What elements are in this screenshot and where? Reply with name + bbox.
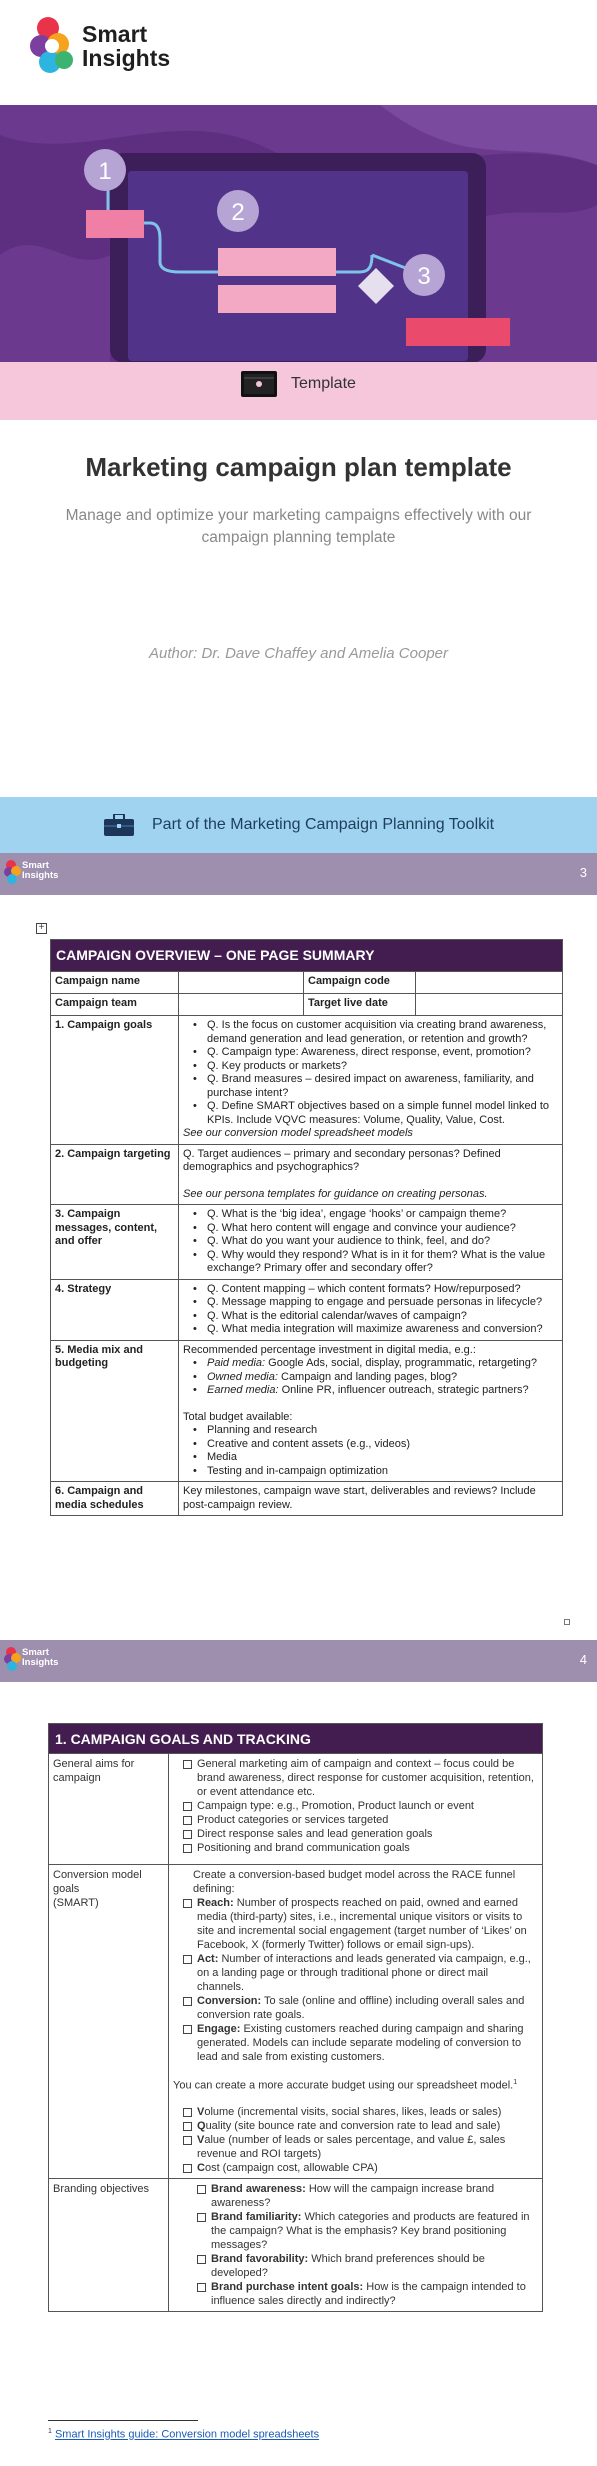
footnote-link[interactable]: Smart Insights guide: Conversion model spreadsheets [54,2428,320,2441]
campaign-name-field[interactable] [179,972,304,994]
campaign-team-label: Campaign team [51,994,179,1016]
header-logo-icon [4,859,22,885]
row-label: 4. Strategy [51,1279,179,1340]
campaign-code-label: Campaign code [304,972,416,994]
step-1-label: 1 [98,158,112,185]
template-label: Template [291,375,356,392]
checkbox-item[interactable]: Brand purchase intent goals: How is the campaign intended to influence sales directly and indirectly? [197,2280,538,2308]
table-resize-handle[interactable] [564,1619,570,1625]
document-title: Marketing campaign plan template [85,452,512,482]
campaign-code-field[interactable] [416,972,563,994]
list-item: • Q. What is the editorial calendar/waves of campaign? [193,1310,558,1324]
list-item: • Earned media: Online PR, influencer outreach, strategic partners? [193,1384,558,1398]
list-item: • Q. Key products or markets? [193,1060,558,1074]
list-item: • Q. Define SMART objectives based on a simple funnel model linked to KPIs. Include VQVC measures: Volume, Quality, Value, Cost. [193,1100,558,1127]
campaign-messages-cell [179,1205,563,1280]
header-logo-icon [4,1646,22,1672]
header-logo: Smart Insights [4,1646,68,1676]
spreadsheet-note: You can create a more accurate budget using our spreadsheet model.$^1$ [173,2079,518,2092]
list-item: • Q. Campaign type: Awareness, direct response, event, promotion? [193,1046,558,1060]
list-item: • Owned media: Campaign and landing pages, blog? [193,1371,558,1385]
checkbox-item[interactable]: Product categories or services targeted [183,1813,538,1827]
checkbox-item[interactable]: Conversion: To sale (online and offline) including overall sales and conversion rate goals. [183,1994,538,2022]
checkbox-item[interactable]: Engage: Existing customers reached during campaign and sharing generated. Models can include separate modeling of conversion to lead and sale from existing customers. [183,2022,538,2064]
checkbox-item[interactable]: Quality (site bounce rate and conversion rate to lead and sale) [183,2119,538,2133]
step-3-label: 3 [417,263,431,290]
header-logo: Smart Insights [4,859,68,889]
target-live-date-label: Target live date [304,994,416,1016]
strategy-cell [179,1279,563,1340]
campaign-team-field[interactable] [179,994,304,1016]
checkbox-item[interactable]: Direct response sales and lead generation goals [183,1827,538,1841]
row-label: 2. Campaign targeting [51,1144,179,1205]
footnote: $^1$ Smart Insights guide: Conversion model spreadsheets [48,2428,320,2441]
template-icon [241,371,277,397]
list-item: • Q. Message mapping to engage and persuade personas in lifecycle? [193,1296,558,1310]
hero-illustration [0,105,597,362]
checkbox-item[interactable]: Brand familiarity: Which categories and products are featured in the campaign? What is the emphasis? Key brand positioning messages? [197,2210,538,2252]
checkbox-item[interactable]: Cost (campaign cost, allowable CPA) [183,2161,538,2175]
checkbox-item[interactable]: General marketing aim of campaign and context – focus could be brand awareness, direct response for customer acquisition, retention, or event attendance etc. [183,1757,538,1799]
campaign-overview-table [50,939,563,1516]
list-item: • Creative and content assets (e.g., videos) [193,1438,558,1452]
page-number: 4 [579,1652,587,1667]
document-author: Author: Dr. Dave Chaffey and Amelia Cooper [148,645,449,662]
list-item: • Q. What hero content will engage and convince your audience? [193,1222,558,1236]
list-item: • Q. What is the ‘big idea’, engage ‘hooks’ or campaign theme? [193,1208,558,1222]
row-label: 6. Campaign and media schedules [51,1482,179,1516]
table-title: CAMPAIGN OVERVIEW – ONE PAGE SUMMARY [51,940,563,972]
note: See our conversion model spreadsheet models [183,1127,413,1139]
row-text: Total budget available: [183,1410,293,1423]
list-item: • Q. What do you want your audience to think, feel, and do? [193,1235,558,1249]
row-label: 3. Campaign messages, content, and offer [51,1205,179,1280]
note: See our persona templates for guidance on creating personas. [183,1187,488,1200]
checkbox-item[interactable]: Positioning and brand communication goals [183,1841,538,1855]
list-item: • Q. Why would they respond? What is in it for them? What is the value exchange? Primary offer and secondary offer? [193,1249,558,1276]
branding-objectives-cell [169,2178,543,2311]
campaign-goals-cell [179,1016,563,1145]
checkbox-item[interactable]: Campaign type: e.g., Promotion, Product launch or event [183,1799,538,1813]
checkbox-item[interactable]: Reach: Number of prospects reached on paid, owned and earned media (third-party) sites, i.e., incremental unique visitors or visits to site and incremental social engagement (target number of ‘Likes’ on Facebook, X (formerly Twitter) follows or email sign-ups). [183,1896,538,1952]
table-title: 1. CAMPAIGN GOALS AND TRACKING [49,1724,543,1754]
row-label: 5. Media mix and budgeting [51,1340,179,1482]
list-item: • Q. Brand measures – desired impact on awareness, familiarity, and purchase intent? [193,1073,558,1100]
checkbox-item[interactable]: Brand awareness: How will the campaign increase brand awareness? [197,2182,538,2210]
hero-graphic [0,105,597,362]
campaign-targeting-cell [179,1144,563,1205]
page-number: 3 [579,865,587,880]
schedules-cell: Key milestones, campaign wave start, deliverables and reviews? Include post-campaign review. [179,1482,563,1516]
media-mix-cell [179,1340,563,1482]
list-item: • Media [193,1451,558,1465]
conversion-goals-cell [169,1865,543,2179]
checkbox-item[interactable]: Value (number of leads or sales percentage, and value £, sales revenue and ROI targets) [183,2133,538,2161]
list-item: • Planning and research [193,1424,558,1438]
row-label: 1. Campaign goals [51,1016,179,1145]
list-item: • Paid media: Google Ads, social, display, programmatic, retargeting? [193,1357,558,1371]
document-subtitle: Manage and optimize your marketing campaigns effectively with our campaign planning template [65,507,532,546]
list-item: • Testing and in-campaign optimization [193,1465,558,1479]
list-item: • Q. Content mapping – which content formats? How/repurposed? [193,1283,558,1297]
step-2-label: 2 [231,199,245,226]
row-text: Recommended percentage investment in digital media, e.g.: [183,1343,476,1356]
branding-objectives-label: Branding objectives [49,2178,169,2311]
campaign-goals-table [48,1723,543,2312]
conversion-goals-label: Conversion model goals (SMART) [49,1865,169,2179]
general-aims-label: General aims for campaign [49,1754,169,1865]
table-move-handle[interactable]: + [36,923,47,934]
footnote-rule [48,2420,198,2421]
target-live-date-field[interactable] [416,994,563,1016]
checkbox-item[interactable]: Act: Number of interactions and leads generated via campaign, e.g., on a landing page or through traditional phone or direct mail channels. [183,1952,538,1994]
logo-wordmark: Smart Insights [82,21,171,71]
list-item: • Q. What media integration will maximize awareness and conversion? [193,1323,558,1337]
toolkit-label: Part of the Marketing Campaign Planning Toolkit [152,816,495,833]
page-3-header [0,853,597,895]
row-text: Q. Target audiences – primary and secondary personas? Defined demographics and psychographics? [183,1147,501,1173]
list-item: • Q. Is the focus on customer acquisition via creating brand awareness, demand generation and lead generation, or retention and growth? [193,1019,558,1046]
campaign-name-label: Campaign name [51,972,179,994]
smart-insights-logo [28,14,228,78]
checkbox-item[interactable]: Brand favorability: Which brand preferences should be developed? [197,2252,538,2280]
logo-mark-icon [28,14,80,78]
page-4-header [0,1640,597,1682]
row-text: Create a conversion-based budget model across the RACE funnel defining: [193,1869,516,1895]
general-aims-cell [169,1754,543,1865]
toolkit-briefcase-icon [104,814,134,836]
checkbox-item[interactable]: Volume (incremental visits, social shares, likes, leads or sales) [183,2105,538,2119]
